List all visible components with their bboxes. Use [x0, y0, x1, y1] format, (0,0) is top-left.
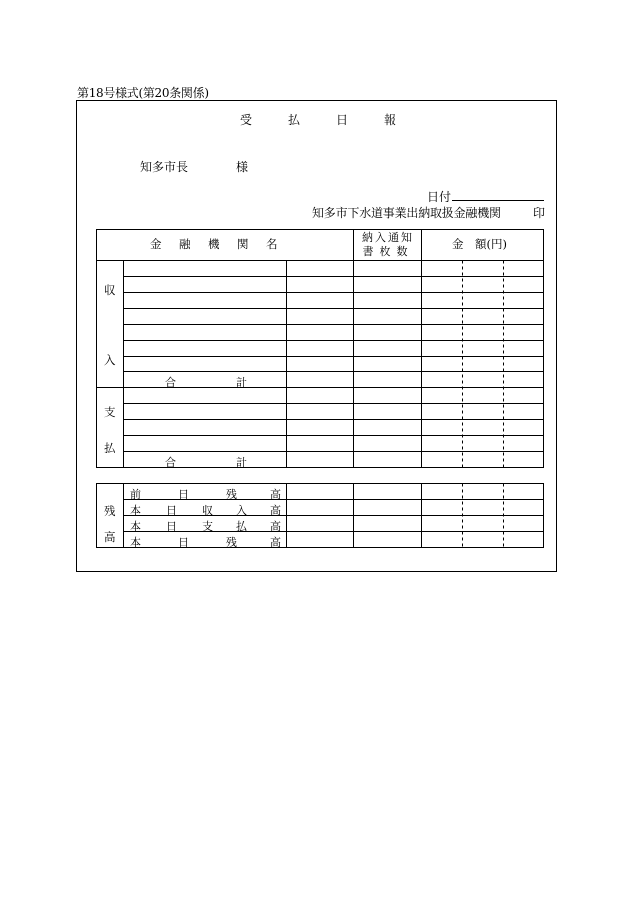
payments-total-char-1: 合 — [165, 456, 176, 469]
balance-char: 残 — [226, 488, 237, 501]
balance-label-top: 残 — [104, 504, 116, 518]
header-notice-line2: 書枚数 — [362, 245, 414, 258]
date-label: 日付 — [427, 190, 452, 204]
header-institution-char: 機 — [208, 237, 220, 251]
payments-label-top: 支 — [104, 405, 116, 419]
balance-char: 高 — [270, 504, 281, 517]
receipts-label-bottom: 入 — [104, 353, 116, 367]
balance-char: 払 — [236, 520, 247, 533]
balance-label-bottom: 高 — [104, 530, 116, 544]
addressee-name: 知多市長 — [140, 160, 189, 174]
receipts-label-top: 収 — [104, 283, 116, 297]
header-amount: 金 額(円) — [452, 237, 507, 251]
balance-char: 残 — [226, 536, 237, 549]
balance-char: 本 — [130, 536, 141, 549]
payments-total-char-2: 計 — [236, 456, 247, 469]
balance-char: 日 — [178, 536, 189, 549]
header-institution-char: 名 — [266, 237, 278, 251]
balance-char: 本 — [130, 504, 141, 517]
header-institution-char: 融 — [179, 237, 191, 251]
balance-char: 日 — [178, 488, 189, 501]
balance-char: 前 — [130, 488, 141, 501]
balance-char: 支 — [202, 520, 213, 533]
balance-char: 高 — [270, 488, 281, 501]
header-notice-line1: 納入通知 — [362, 231, 414, 244]
payments-label-bottom: 払 — [104, 441, 116, 455]
seal-mark: 印 — [533, 206, 546, 220]
addressee-honorific: 様 — [236, 160, 249, 174]
form-number: 第18号様式(第20条関係) — [77, 86, 209, 100]
receipts-total-char-1: 合 — [165, 376, 176, 389]
balance-char: 日 — [166, 520, 177, 533]
title-char-4: 報 — [384, 113, 397, 127]
balance-char: 収 — [202, 504, 213, 517]
header-institution-char: 関 — [237, 237, 249, 251]
balance-char: 本 — [130, 520, 141, 533]
institution-line: 知多市下水道事業出納取扱金融機関 — [312, 206, 501, 220]
balance-char: 日 — [166, 504, 177, 517]
header-institution-char: 金 — [150, 237, 162, 251]
header-notice-count — [358, 231, 418, 259]
receipts-total-char-2: 計 — [236, 376, 247, 389]
title-char-3: 日 — [336, 113, 349, 127]
header-institution-name — [150, 236, 295, 252]
balance-char: 高 — [270, 520, 281, 533]
title-char-2: 払 — [288, 113, 301, 127]
title-char-1: 受 — [240, 113, 253, 127]
balance-char: 高 — [270, 536, 281, 549]
balance-char: 入 — [236, 504, 247, 517]
